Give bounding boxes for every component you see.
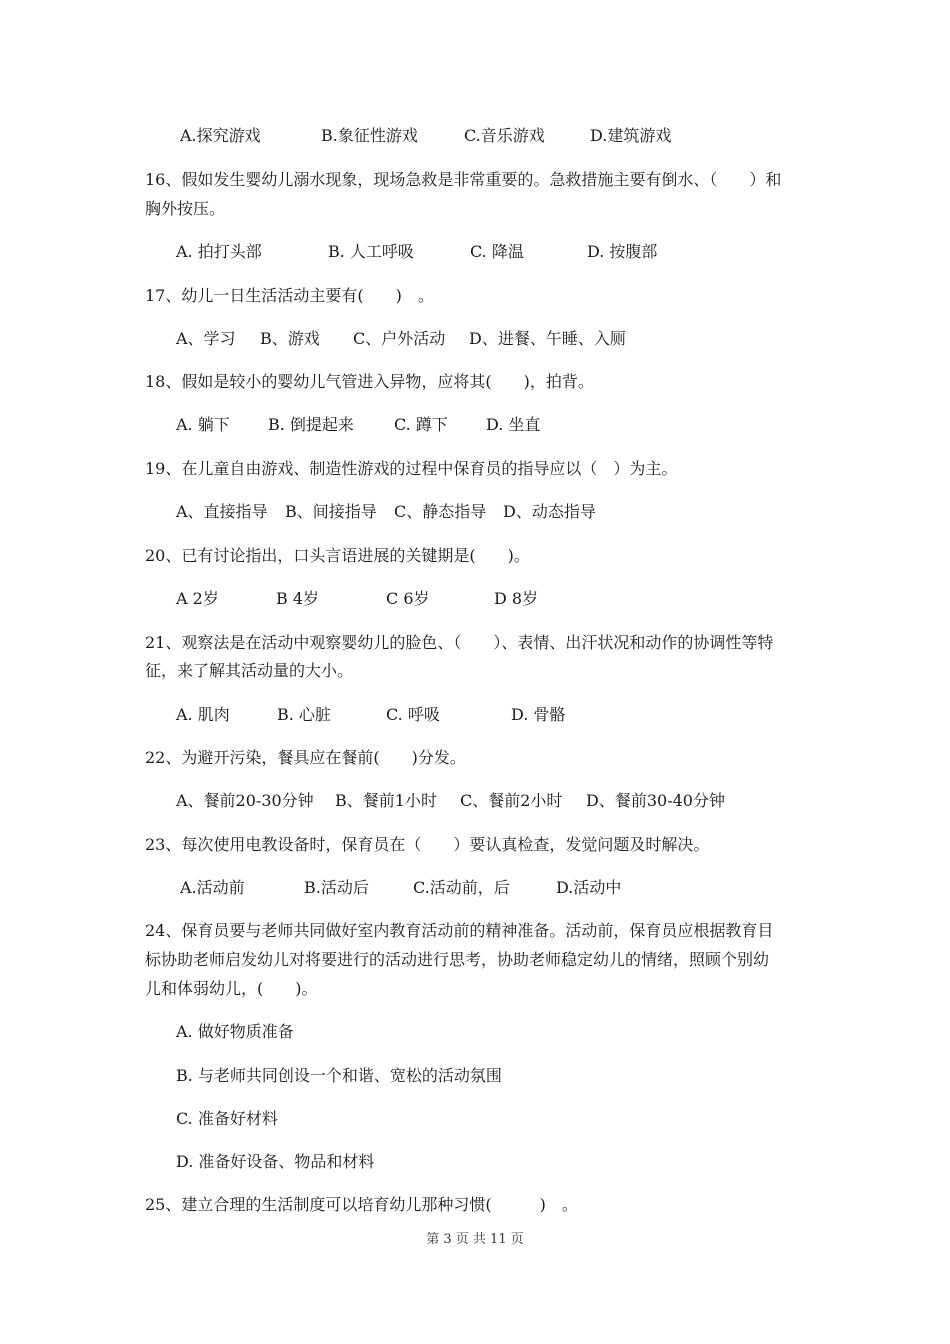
q21-question-line2: 征，来了解其活动量的大小。 (145, 661, 354, 680)
q18-question: 18、假如是较小的婴幼儿气管进入异物，应将其( )，拍背。 (145, 372, 594, 391)
q22-option-a: A、餐前20-30分钟 (176, 791, 314, 810)
q22-option-d: D、餐前30-40分钟 (586, 791, 725, 810)
q19-option-c: C、静态指导 (394, 502, 487, 521)
q21-option-b: B. 心脏 (277, 705, 331, 724)
q19-option-d: D、动态指导 (503, 502, 596, 521)
q18-option-b: B. 倒提起来 (268, 415, 354, 434)
q20-option-a: A 2岁 (176, 589, 219, 608)
q17-option-b: B、游戏 (260, 329, 320, 348)
q19-option-b: B、间接指导 (285, 502, 377, 521)
q17-option-a: A、学习 (176, 329, 236, 348)
q25-question: 25、建立合理的生活制度可以培育幼儿那种习惯( ) 。 (145, 1195, 578, 1214)
q17-question: 17、幼儿一日生活活动主要有( ) 。 (145, 286, 434, 305)
q24-question-line3: 儿和体弱幼儿，( )。 (145, 979, 318, 998)
q18-option-d: D. 坐直 (486, 415, 541, 434)
q22-question: 22、为避开污染，餐具应在餐前( )分发。 (145, 748, 466, 767)
q24-option-d: D. 准备好设备、物品和材料 (176, 1152, 375, 1171)
q18-option-c: C. 蹲下 (394, 415, 448, 434)
q21-option-d: D. 骨骼 (511, 705, 566, 724)
q16-option-d: D. 按腹部 (587, 242, 658, 261)
page-footer: 第 3 页 共 11 页 (426, 1232, 524, 1247)
q23-option-d: D.活动中 (556, 878, 622, 897)
q17-option-d: D、进餐、午睡、入厕 (469, 329, 626, 348)
q16-question-line2: 胸外按压。 (145, 199, 226, 218)
q24-option-b: B. 与老师共同创设一个和谐、宽松的活动氛围 (176, 1066, 502, 1085)
q23-question: 23、每次使用电教设备时，保育员在（ ）要认真检查，发觉问题及时解决。 (145, 835, 710, 854)
q19-option-a: A、直接指导 (176, 502, 268, 521)
q20-question: 20、已有讨论指出，口头言语进展的关键期是( )。 (145, 546, 530, 565)
q15-option-d: D.建筑游戏 (590, 126, 672, 145)
q20-option-b: B 4岁 (276, 589, 320, 608)
q17-option-c: C、户外活动 (353, 329, 446, 348)
q24-question-line2: 标协助老师启发幼儿对将要进行的活动进行思考，协助老师稳定幼儿的情绪，照顾个别幼 (145, 950, 770, 969)
q23-option-b: B.活动后 (304, 878, 369, 897)
q16-option-b: B. 人工呼吸 (328, 242, 414, 261)
q24-option-a: A. 做好物质准备 (176, 1022, 294, 1041)
q20-option-d: D 8岁 (494, 589, 539, 608)
q21-option-a: A. 肌肉 (176, 705, 230, 724)
q19-question: 19、在儿童自由游戏、制造性游戏的过程中保育员的指导应以（ ）为主。 (145, 459, 678, 478)
q24-question-line1: 24、保育员要与老师共同做好室内教育活动前的精神准备。活动前，保育员应根据教育目 (145, 921, 774, 940)
q16-option-c: C. 降温 (470, 242, 524, 261)
q15-option-b: B.象征性游戏 (321, 126, 418, 145)
q15-option-c: C.音乐游戏 (464, 126, 545, 145)
q18-option-a: A. 躺下 (176, 415, 230, 434)
q22-option-c: C、餐前2小时 (460, 791, 563, 810)
q21-question-line1: 21、观察法是在活动中观察婴幼儿的脸色、（ ）、表情、出汗状况和动作的协调性等特 (145, 633, 774, 652)
q24-option-c: C. 准备好材料 (176, 1109, 278, 1128)
q16-option-a: A. 拍打头部 (176, 242, 262, 261)
q16-question-line1: 16、假如发生婴幼儿溺水现象，现场急救是非常重要的。急救措施主要有倒水、（ ）和 (145, 170, 782, 189)
q20-option-c: C 6岁 (386, 589, 430, 608)
q15-option-a: A.探究游戏 (180, 126, 261, 145)
q22-option-b: B、餐前1小时 (335, 791, 437, 810)
q23-option-c: C.活动前，后 (413, 878, 510, 897)
q23-option-a: A.活动前 (180, 878, 245, 897)
q21-option-c: C. 呼吸 (386, 705, 440, 724)
